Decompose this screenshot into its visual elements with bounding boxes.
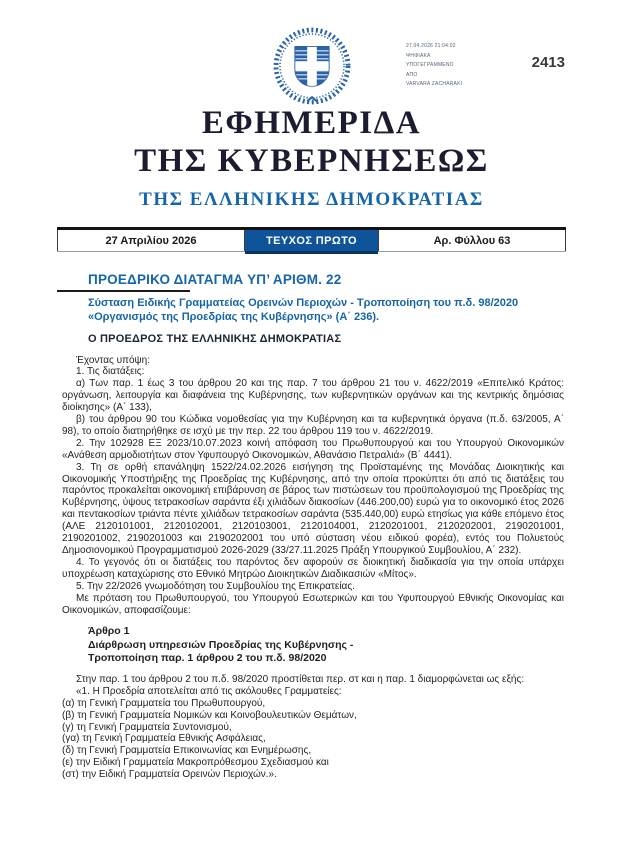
article-item: (ε) την Ειδική Γραμματεία Μακροπρόθεσμου Σχεδιασμού και — [62, 757, 329, 769]
info-bar — [57, 227, 566, 252]
masthead-title-line1: ΕΦΗΜΕΡΙΔΑ — [201, 105, 422, 141]
coat-of-arms-emblem — [0, 26, 623, 111]
preamble-paragraph: 2. Την 102928 ΕΞ 2023/10.07.2023 κοινή απόφαση του Πρωθυπουργού και του Υπουργού Οικονομικών «Ανάθεση αρμοδιοτήτων στον Υφυπουργό Οικονομικών, Αθανάσιο Πετραλιά» (Β΄ 4441). — [62, 437, 564, 461]
article-item: (στ) την Ειδική Γραμματεία Ορεινών Περιοχών.». — [62, 769, 277, 781]
issue-type-badge: ΤΕΥΧΟΣ ΠΡΩΤΟ — [245, 230, 378, 254]
stamp-line: ΥΠΟΓΕΓΡΑΜΜΕΝΟ — [406, 62, 454, 68]
preamble-paragraph: 4. Το γεγονός ότι οι διατάξεις του παρόντος δεν αφορούν σε διοικητική διαδικασία για την οποία υπάρχει υποχρέωση καταχώρισης στο Εθνικό Μητρώο Διοικητικών Διαδικασιών «Μίτος». — [62, 556, 564, 580]
decree-content — [62, 272, 564, 781]
preamble-paragraph: β) του άρθρου 90 του Κώδικα νομοθεσίας για την Κυβέρνηση και τα κυβερνητικά όργανα (π.δ. 63/2005, Α΄ 98), το οποίο διατηρήθηκε σε ισχύ με την περ. 22 του άρθρου 119 του ν. 4622/2019. — [62, 414, 564, 437]
preamble-paragraph: 5. Την 22/2026 γνωμοδότηση του Συμβουλίου της Επικρατείας. — [76, 580, 355, 592]
article-item: (β) τη Γενική Γραμματεία Νομικών και Κοινοβουλευτικών Θεμάτων, — [62, 709, 357, 721]
article-intro: Στην παρ. 1 του άρθρου 2 του π.δ. 98/2020 προστίθεται περ. στ και η παρ. 1 διαμορφώνεται ως εξής: — [76, 673, 525, 685]
article-title-line1: Διάρθρωση υπηρεσιών Προεδρίας της Κυβέρνησης - — [88, 638, 354, 651]
article-title-line2: Τροποποίηση παρ. 1 άρθρου 2 του π.δ. 98/2020 — [88, 652, 327, 665]
issue-date: 27 Απριλίου 2026 — [57, 230, 245, 251]
decree-heading: ΠΡΟΕΔΡΙΚΟ ΔΙΑΤΑΓΜΑ ΥΠ’ ΑΡΙΘΜ. 22 — [88, 272, 564, 287]
sheet-number: Αρ. Φύλλου 63 — [378, 230, 566, 251]
article-item: (γα) τη Γενική Γραμματεία Εθνικής Ασφάλειας, — [62, 733, 266, 745]
article-item: (δ) τη Γενική Γραμματεία Επικοινωνίας και Ενημέρωσης, — [62, 745, 312, 757]
stamp-line: 27.04.2026 21:04:02 — [406, 43, 456, 49]
decree-issuer-line: Ο ΠΡΟΕΔΡΟΣ ΤΗΣ ΕΛΛΗΝΙΚΗΣ ΔΗΜΟΚΡΑΤΙΑΣ — [88, 332, 342, 345]
page-number: 2413 — [531, 54, 565, 71]
preamble-paragraph: α) Των παρ. 1 έως 3 του άρθρου 20 και της παρ. 7 του άρθρου 21 του ν. 4622/2019 «Επιτελικό Κράτος: οργάνωση, λειτουργία και διαφάνεια της Κυβέρνησης, των κυβερνητικών οργάνων και της κεντρικής δημόσιας διοίκησης» (Α΄ 133), — [62, 378, 564, 414]
article-item: (α) τη Γενική Γραμματεία του Πρωθυπουργού, — [62, 697, 266, 709]
article-quote-intro: «1. Η Προεδρία αποτελείται από τις ακόλουθες Γραμματείες: — [76, 685, 342, 697]
masthead — [0, 104, 623, 211]
masthead-subtitle: ΤΗΣ ΕΛΛΗΝΙΚΗΣ ΔΗΜΟΚΡΑΤΙΑΣ — [139, 189, 484, 210]
preamble-paragraph: Έχοντας υπόψη: — [76, 354, 150, 366]
coat-of-arms-icon — [272, 26, 352, 106]
article-heading — [88, 625, 564, 666]
preamble-paragraph: 1. Τις διατάξεις: — [76, 366, 145, 378]
article-item: (γ) τη Γενική Γραμματεία Συντονισμού, — [62, 721, 232, 733]
article-number: Άρθρο 1 — [88, 625, 130, 638]
stamp-line: ΑΠΟ — [406, 71, 418, 78]
decree-summary: Σύσταση Ειδικής Γραμματείας Ορεινών Περιοχών - Τροποποίηση του π.δ. 98/2020 «Οργανισμός της Προεδρίας της Κυβέρνησης» (Α΄ 236). — [88, 297, 519, 323]
preamble-paragraph: Με πρόταση του Πρωθυπουργού, του Υπουργού Εσωτερικών και του Υφυπουργού Εθνικής Οικονομίας και Οικονομικών, αποφασίζουμε: — [62, 592, 564, 616]
masthead-title-line2: ΤΗΣ ΚΥΒΕΡΝΗΣΕΩΣ — [134, 143, 489, 179]
stamp-line: ΨΗΦΙΑΚΑ — [406, 52, 431, 59]
stamp-line: VARVARA ZACHARAKI — [406, 81, 463, 87]
preamble-paragraph: 3. Τη σε ορθή επανάληψη 1522/24.02.2026 εισήγηση της Προϊσταμένης της Μονάδας Διοικητικής και Οικονομικής Υποστήριξης της Προεδρίας της Κυβέρνησης, από την οποία προκύπτει ότι από τις διατάξεις του παρόντος προκαλείται οικονομική επιβάρυνση σε βάρος των πιστώσεων του προϋπολογισμού της Προεδρίας της Κυβέρνησης, ύψους τετρακοσίων σαράντα έξι χιλιάδων διακοσίων (446.200,00) ευρώ για το οικονομικό έτος 2026 και πεντακοσίων τριάντα πέντε χιλιάδων τετρακοσίων σαράντα (535.440,00) ευρώ ετησίως για κάθε επόμενο έτος (ΑΛΕ 2120101001, 2120102001, 2120103001, 2120104001, 2120201001, 2120202001, 2190201001, 2190201002, 2190201003 και 2190202001 του υπό σύσταση νέου ειδικού φορέα), εντός του Πολυετούς Δημοσιονομικού Προγραμματισμού 2026-2029 (33/27.11.2025 Πράξη Υπουργικού Συμβουλίου, Α΄ 232). — [62, 461, 564, 556]
